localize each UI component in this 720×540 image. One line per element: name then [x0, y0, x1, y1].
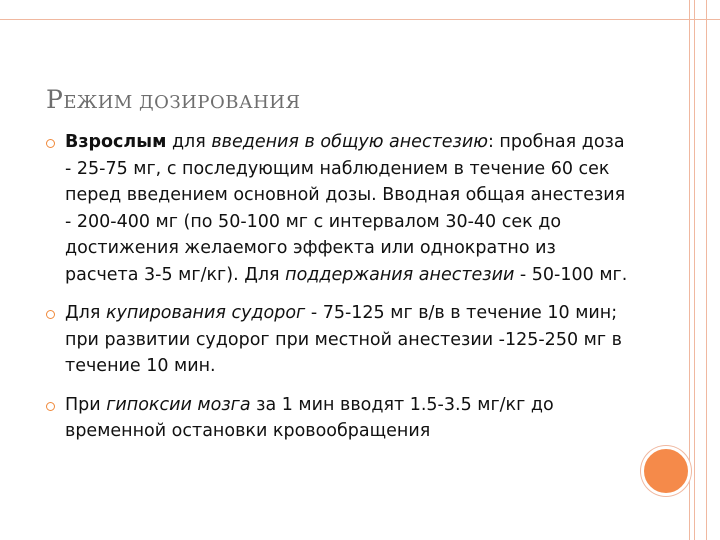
- frame-line-right: [706, 0, 707, 540]
- bullet-adults: [46, 129, 631, 288]
- title-initial: Р: [46, 85, 64, 114]
- decorative-circle: [641, 446, 691, 496]
- bullet-text-part: для: [166, 132, 212, 152]
- bullet-marker-icon: [46, 310, 55, 319]
- title-word-1: ЕЖИМ: [63, 92, 140, 113]
- bullet-text-part: за 1 мин вводят 1.5-3.5 мг/кг до временной остановки кровообращения: [65, 394, 554, 441]
- bullet-text-part: : пробная доза - 25-75 мг, с последующим наблюдением в течение 60 сек перед введением основной дозы. Вводная общая анестезия - 200-400 мг (по 50-100 мг с интервалом 30-40 сек до достижения желаемого эффекта или однократно из расчета 3-5 мг/кг). Для: [65, 132, 626, 285]
- bullet-bold-lead: Взрослым: [65, 132, 167, 152]
- bullet-text-part: - 75-125 мг в/в в течение 10 мин; при развитии судорог при местной анестезии -125-250 мг в течение 10 мин.: [65, 303, 622, 376]
- bullet-marker-icon: [46, 139, 55, 148]
- frame-line-top: [0, 19, 720, 20]
- bullet-text-part: При: [65, 394, 107, 415]
- frame-line-left-outer: [689, 0, 690, 540]
- bullet-marker-icon: [46, 402, 55, 411]
- bullet-text: [65, 300, 631, 380]
- bullet-italic-part: гипоксии мозга: [106, 394, 251, 415]
- frame-line-left-inner: [694, 0, 695, 540]
- bullet-text-part: - 50-100 мг.: [514, 264, 628, 285]
- bullet-text-part: Для: [65, 303, 106, 323]
- bullet-italic-part: купирования судорог: [105, 303, 306, 323]
- bullet-hypoxia: [46, 392, 631, 445]
- bullet-italic-part: введения в общую анестезию: [211, 132, 488, 152]
- bullet-list: [46, 129, 631, 457]
- title-word-2: ДОЗИРОВАНИЯ: [139, 92, 301, 113]
- bullet-italic-part: поддержания анестезии: [285, 264, 515, 285]
- bullet-seizures: [46, 300, 631, 380]
- bullet-text: [65, 392, 631, 445]
- bullet-text: [65, 129, 631, 288]
- slide-title: [46, 78, 301, 116]
